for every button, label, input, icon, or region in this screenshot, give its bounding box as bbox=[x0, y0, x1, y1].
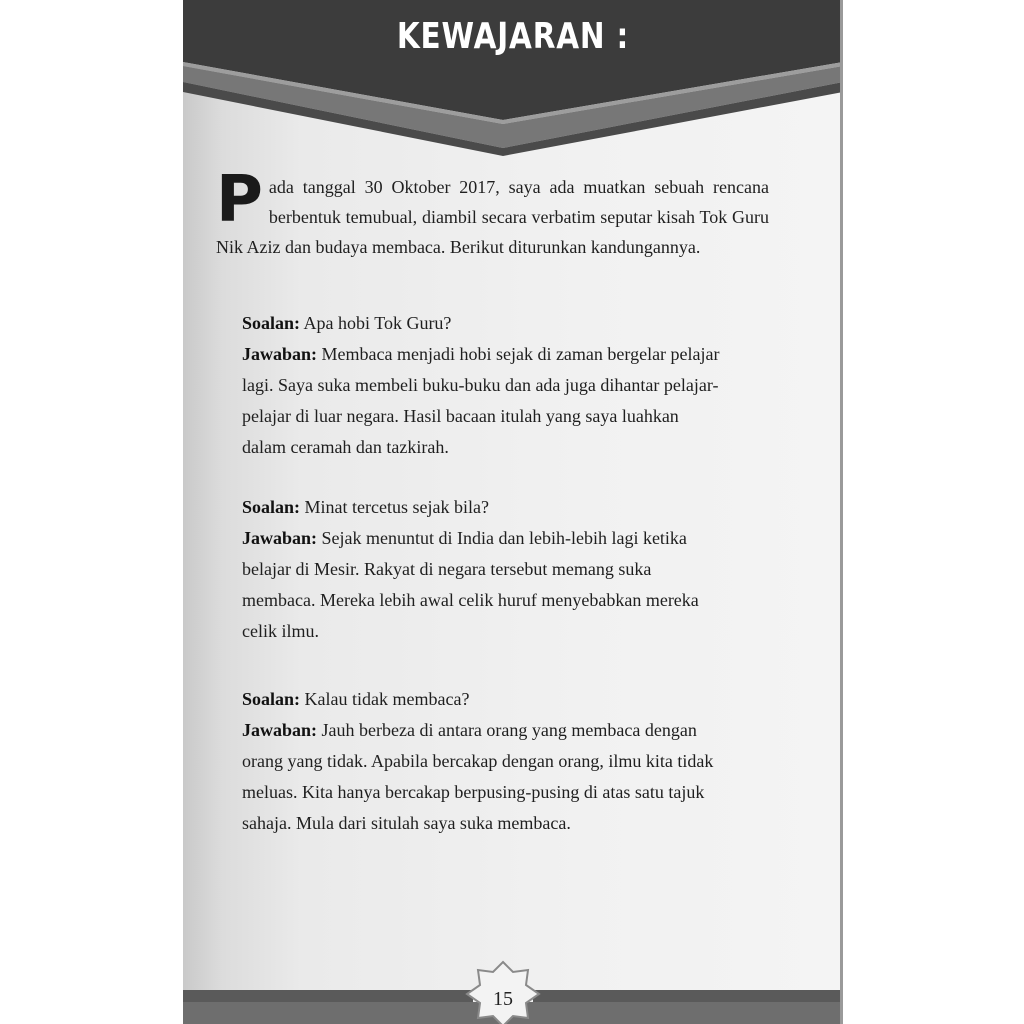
qa-block-2 bbox=[242, 492, 722, 647]
drop-cap-letter: P bbox=[216, 163, 263, 237]
answer-label: Jawaban: bbox=[242, 528, 318, 548]
page-heading: KEWAJARAN : bbox=[396, 16, 630, 57]
question bbox=[242, 492, 722, 523]
intro-text: ada tanggal 30 Oktober 2017, saya ada muatkan sebuah rencana berbentuk temubual, diambil secara verbatim seputar kisah Tok Guru Nik Aziz dan budaya membaca. Berikut diturunkan kandungannya. bbox=[216, 177, 769, 257]
book-page bbox=[183, 0, 843, 1024]
answer-text: Sejak menuntut di India dan lebih-lebih lagi ketika belajar di Mesir. Rakyat di negara tersebut memang suka membaca. Mereka lebih awal celik huruf menyebabkan mereka celik ilmu. bbox=[242, 528, 699, 641]
answer-label: Jawaban: bbox=[242, 344, 318, 364]
question-label: Soalan: bbox=[242, 313, 301, 333]
answer-text: Membaca menjadi hobi sejak di zaman bergelar pelajar lagi. Saya suka membeli buku-buku dan ada juga dihantar pelajar-pelajar di luar negara. Hasil bacaan itulah yang saya luahkan dalam ceramah dan tazkirah. bbox=[242, 344, 720, 457]
question-text: Kalau tidak membaca? bbox=[300, 689, 470, 709]
question-text: Minat tercetus sejak bila? bbox=[300, 497, 489, 517]
answer bbox=[242, 523, 722, 647]
answer-label: Jawaban: bbox=[242, 720, 318, 740]
question-label: Soalan: bbox=[242, 689, 301, 709]
question bbox=[242, 308, 722, 339]
answer bbox=[242, 715, 722, 839]
qa-block-1 bbox=[242, 308, 722, 463]
footer-band-right bbox=[533, 990, 843, 1002]
qa-block-3 bbox=[242, 684, 722, 839]
question-text: Apa hobi Tok Guru? bbox=[300, 313, 452, 333]
question-label: Soalan: bbox=[242, 497, 301, 517]
question bbox=[242, 684, 722, 715]
page-number: 15 bbox=[493, 988, 513, 1010]
footer-band-left bbox=[183, 990, 473, 1002]
answer-text: Jauh berbeza di antara orang yang membaca dengan orang yang tidak. Apabila bercakap dengan orang, ilmu kita tidak meluas. Kita hanya bercakap berpusing-pusing di atas satu tajuk sahaja. Mula dari situlah saya suka membaca. bbox=[242, 720, 714, 833]
intro-paragraph bbox=[216, 163, 769, 262]
answer bbox=[242, 339, 722, 463]
page-edge-shadow bbox=[840, 0, 843, 1024]
